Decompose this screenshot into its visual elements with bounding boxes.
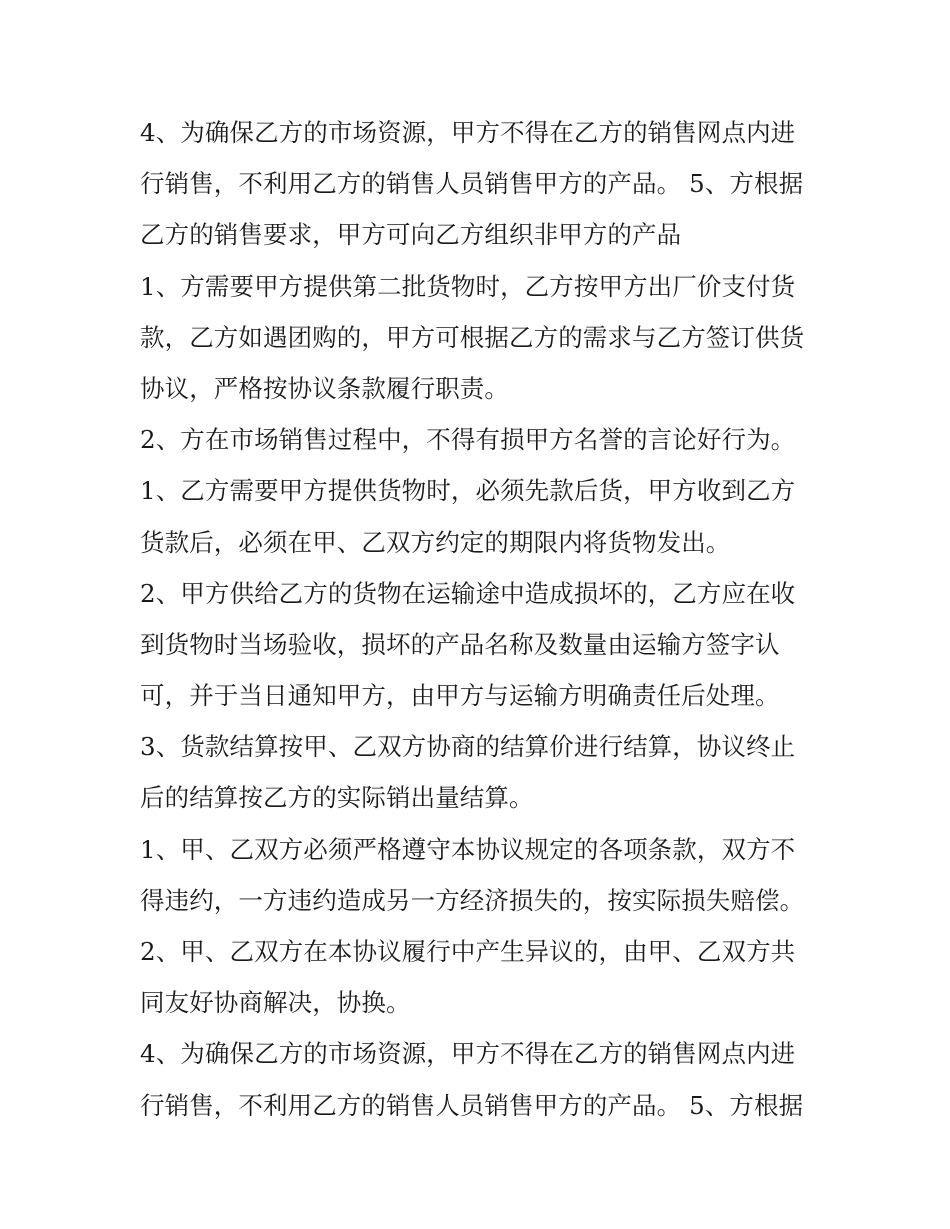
text-line: 行销售，不利用乙方的销售人员销售甲方的产品。 5、方根据 xyxy=(140,1090,804,1120)
text-line: 得违约，一方违约造成另一方经济损失的，按实际损失赔偿。 xyxy=(140,885,805,915)
document-body xyxy=(140,107,830,1131)
text-line: 3、货款结算按甲、乙双方协商的结算价进行结算，协议终止 xyxy=(140,732,796,762)
text-line: 同友好协商解决，协换。 xyxy=(140,988,411,1018)
text-line: 2、甲方供给乙方的货物在运输途中造成损坏的，乙方应在收 xyxy=(140,578,796,608)
text-line: 到货物时当场验收，损坏的产品名称及数量由运输方签字认 xyxy=(140,629,780,659)
text-line: 1、乙方需要甲方提供货物时，必须先款后货，甲方收到乙方 xyxy=(140,476,796,506)
text-line: 2、甲、乙双方在本协议履行中产生异议的，由甲、乙双方共 xyxy=(140,937,796,966)
text-line: 1、方需要甲方提供第二批货物时，乙方按甲方出厂价支付货 xyxy=(140,271,796,301)
text-line: 4、为确保乙方的市场资源，甲方不得在乙方的销售网点内进 xyxy=(140,1039,796,1069)
text-line: 可，并于当日通知甲方，由甲方与运输方明确责任后处理。 xyxy=(140,681,780,711)
text-line: 1、甲、乙双方必须严格遵守本协议规定的各项条款，双方不 xyxy=(140,834,796,864)
text-line: 后的结算按乙方的实际销出量结算。 xyxy=(140,783,534,813)
text-line: 4、为确保乙方的市场资源，甲方不得在乙方的销售网点内进 xyxy=(140,118,796,147)
text-line: 货款后，必须在甲、乙双方约定的期限内将货物发出。 xyxy=(140,527,731,557)
text-line: 2、方在市场销售过程中，不得有损甲方名誉的言论好行为。 xyxy=(140,425,796,455)
text-line: 协议，严格按协议条款履行职责。 xyxy=(140,373,509,403)
text-line: 乙方的销售要求，甲方可向乙方组织非甲方的产品 xyxy=(140,220,682,250)
text-line: 款，乙方如遇团购的，甲方可根据乙方的需求与乙方签订供货 xyxy=(140,322,805,352)
text-line: 行销售，不利用乙方的销售人员销售甲方的产品。 5、方根据 xyxy=(140,169,804,199)
